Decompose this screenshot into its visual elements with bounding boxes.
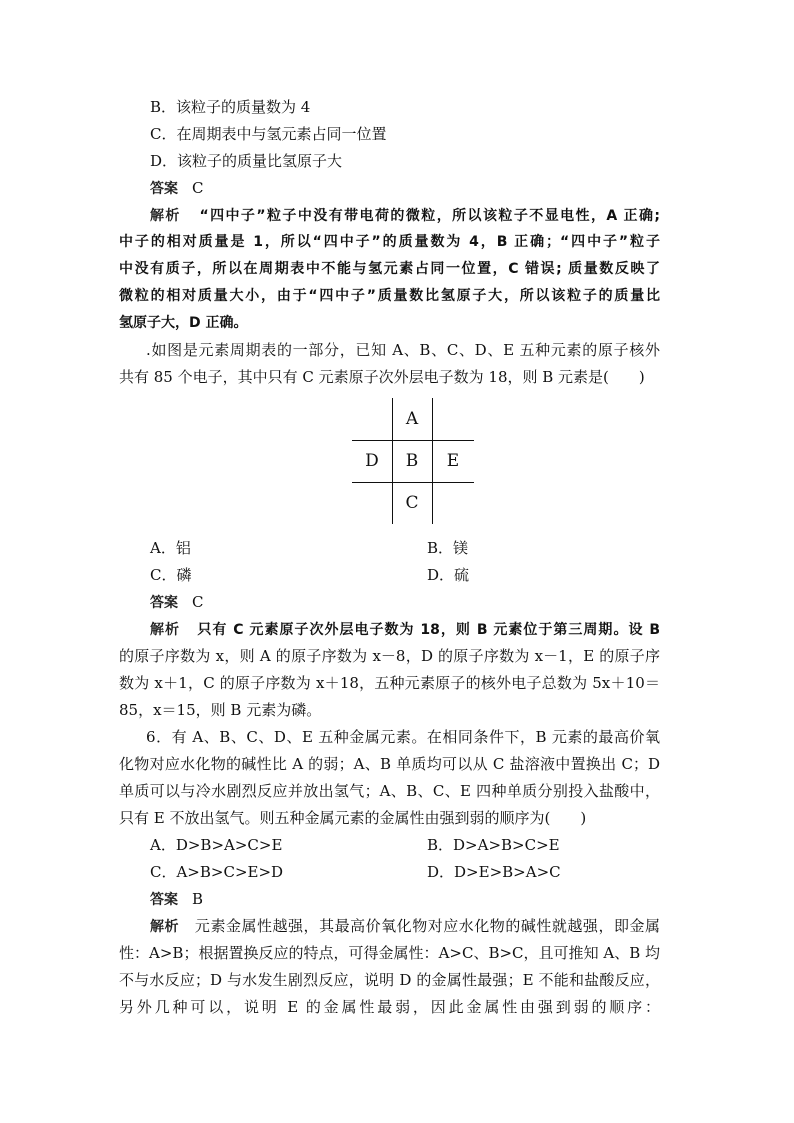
q6-option-c: C．A>B>C>E>D [150,863,284,881]
cell-c: C [405,493,419,513]
q6-stem-line-4: 只有 E 不放出氢气。则五种金属元素的金属性由强到弱的顺序为( ) [119,809,587,827]
q5-option-b: B．镁 [427,539,469,557]
q6-analysis-line-3: 不与水反应；D 与水发生剧烈反应，说明 D 的金属性最强；E 不能和盐酸反应， [119,971,660,989]
q6-stem-line-2: 化物对应水化物的碱性比 A 的弱；A、B 单质均可以从 C 盐溶液中置换出 C；D [119,755,660,773]
answer-label: 答案 [150,892,178,908]
q-prev-option-b: B．该粒子的质量数为 4 [150,98,311,116]
answer-value: B [192,890,204,908]
q5-options-row-2 [150,565,660,585]
q-prev-analysis-line-5: 氢原子大，D 正确。 [119,315,248,331]
q-prev-option-c: C．在周期表中与氢元素占同一位置 [150,125,387,143]
q5-option-d: D．硫 [427,566,470,584]
cell-b: B [405,451,419,471]
analysis-label: 解析 [150,622,181,638]
q6-stem-line-1: 6．有 A、B、C、D、E 五种金属元素。在相同条件下，B 元素的最高价氧 [146,728,660,746]
cell-e: E [446,451,460,471]
q5-analysis-line-2: 的原子序数为 x，则 A 的原子序数为 x－8，D 的原子序数为 x－1，E 的原子序 [119,647,660,665]
q5-stem-line-2: 共有 85 个电子，其中只有 C 元素原子次外层电子数为 18，则 B 元素是( ) [119,368,645,386]
q6-option-a: A．D>B>A>C>E [150,836,283,854]
q6-analysis-line-4: 另外几种可以，说明 E 的金属性最弱，因此金属性由强到弱的顺序： [119,998,660,1016]
analysis-label: 解析 [150,919,180,935]
q6-analysis-line-1: 解析 元素金属性越强，其最高价氧化物对应水化物的碱性就越强，即金属 [150,917,660,935]
q-prev-option-d: D．该粒子的质量比氢原子大 [150,152,343,170]
answer-label: 答案 [150,181,178,197]
q-prev-analysis-line-1: 解析 “四中子”粒子中没有带电荷的微粒，所以该粒子不显电性，A 正确; [150,208,660,224]
cell-a: A [405,409,419,429]
q6-options-row-2 [150,862,660,882]
q5-analysis-line-3: 数为 x＋1，C 的原子序数为 x＋18，五种元素原子的核外电子总数为 5x＋10＝ [119,674,660,692]
q5-option-a: A．铝 [150,539,191,557]
q6-stem-line-3: 单质可以与冷水剧烈反应并放出氢气；A、B、C、E 四种单质分别投入盐酸中， [119,782,660,800]
q6-option-d: D．D>E>B>A>C [427,863,561,881]
q5-analysis-line-1: 解析 只有 C 元素原子次外层电子数为 18，则 B 元素位于第三周期。设 B [150,622,661,638]
q6-options-row-1 [150,835,660,855]
q6-option-b: B．D>A>B>C>E [427,836,560,854]
q-prev-analysis-line-2: 中子的相对质量是 1，所以“四中子”的质量数为 4，B 正确；“四中子”粒子 [119,234,660,250]
q-prev-answer [150,178,660,199]
q5-answer [150,592,660,613]
answer-value: C [192,179,204,197]
answer-label: 答案 [150,595,178,611]
q6-answer [150,889,660,910]
answer-value: C [192,593,204,611]
q5-analysis-line-4: 85，x＝15，则 B 元素为磷。 [119,701,322,719]
q5-options-row-1 [150,538,660,558]
q5-stem-line-1: .如图是元素周期表的一部分，已知 A、B、C、D、E 五种元素的原子核外 [146,341,660,359]
analysis-label: 解析 [150,208,181,224]
q5-option-c: C．磷 [150,566,192,584]
cell-d: D [365,451,379,471]
q-prev-analysis-line-4: 微粒的相对质量大小，由于“四中子”质量数比氢原子大，所以该粒子的质量比 [119,288,660,304]
q-prev-analysis-line-3: 中没有质子，所以在周期表中不能与氢元素占同一位置，C 错误; 质量数反映了 [119,261,660,277]
periodic-table-fragment [352,398,474,524]
q6-analysis-line-2: 性：A>B；根据置换反应的特点，可得金属性：A>C、B>C，且可推知 A、B 均 [119,944,660,962]
